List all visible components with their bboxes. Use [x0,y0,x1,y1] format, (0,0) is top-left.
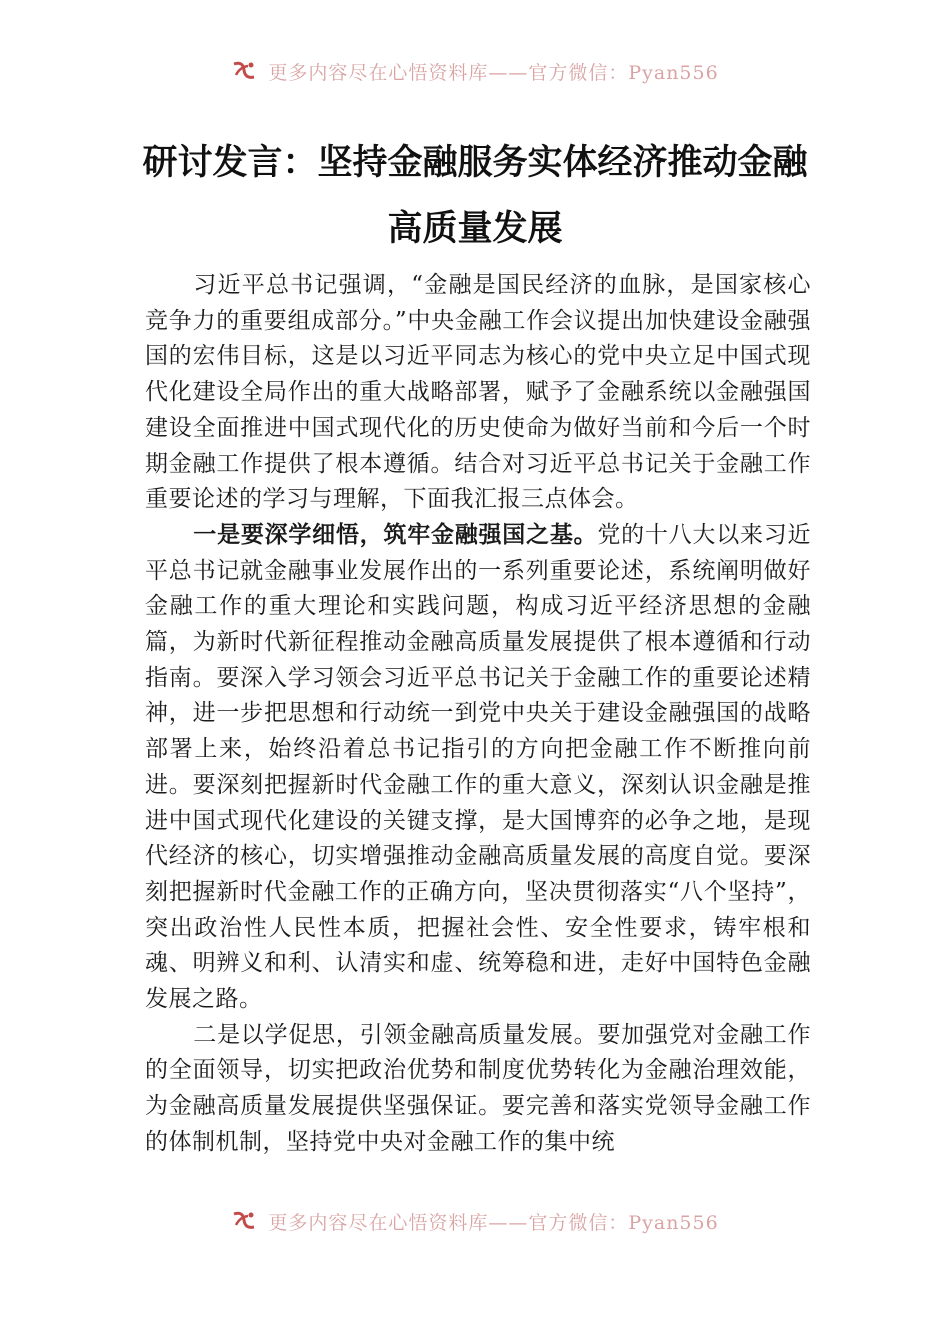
footer-watermark-text: 更多内容尽在心悟资料库——官方微信：Pyan556 [268,1212,719,1234]
paragraph-intro-text: 习近平总书记强调，“金融是国民经济的血脉，是国家核心竞争力的重要组成部分。”中央金融工作会议提出加快建设金融强国的宏伟目标，这是以习近平同志为核心的党中央立足中国式现代化建设全局作出的重大战略部署，赋予了金融系统以金融强国建设全面推进中国式现代化的历史使命为做好当前和今后一个时期金融工作提供了根本遵循。结合对习近平总书记关于金融工作重要论述的学习与理解，下面我汇报三点体会。 [145,272,811,513]
watermark-logo-icon [231,1210,257,1232]
watermark-logo-icon [231,60,257,82]
paragraph-point-one [145,518,811,1018]
document-body [145,268,811,1161]
footer-watermark [0,1208,950,1235]
header-watermark-text: 更多内容尽在心悟资料库——官方微信：Pyan556 [268,62,719,84]
paragraph-point-one-text: 党的十八大以来习近平总书记就金融事业发展作出的一系列重要论述，系统阐明做好金融工作的重大理论和实践问题，构成习近平经济思想的金融篇，为新时代新征程推动金融高质量发展提供了根本遵循和行动指南。要深入学习领会习近平总书记关于金融工作的重要论述精神，进一步把思想和行动统一到党中央关于建设金融强国的战略部署上来，始终沿着总书记指引的方向把金融工作不断推向前进。要深刻把握新时代金融工作的重大意义，深刻认识金融是推进中国式现代化建设的关键支撑，是大国博弈的必争之地，是现代经济的核心，切实增强推动金融高质量发展的高度自觉。要深刻把握新时代金融工作的正确方向，坚决贯彻落实“八个坚持”，突出政治性人民性本质，把握社会性、安全性要求，铸牢根和魂、明辨义和利、认清实和虚、统筹稳和进，走好中国特色金融发展之路。 [145,521,812,1013]
paragraph-intro [145,268,811,518]
header-watermark [0,58,950,85]
paragraph-point-one-lead: 一是要深学细悟，筑牢金融强国之基。 [193,521,598,548]
document-title: 研讨发言：坚持金融服务实体经济推动金融高质量发展 [142,142,808,249]
paragraph-point-two [145,1018,811,1161]
paragraph-point-two-text: 二是以学促思，引领金融高质量发展。要加强党对金融工作的全面领导，切实把政治优势和制度优势转化为金融治理效能，为金融高质量发展提供坚强保证。要完善和落实党领导金融工作的体制机制，坚持党中央对金融工作的集中统 [145,1021,811,1155]
